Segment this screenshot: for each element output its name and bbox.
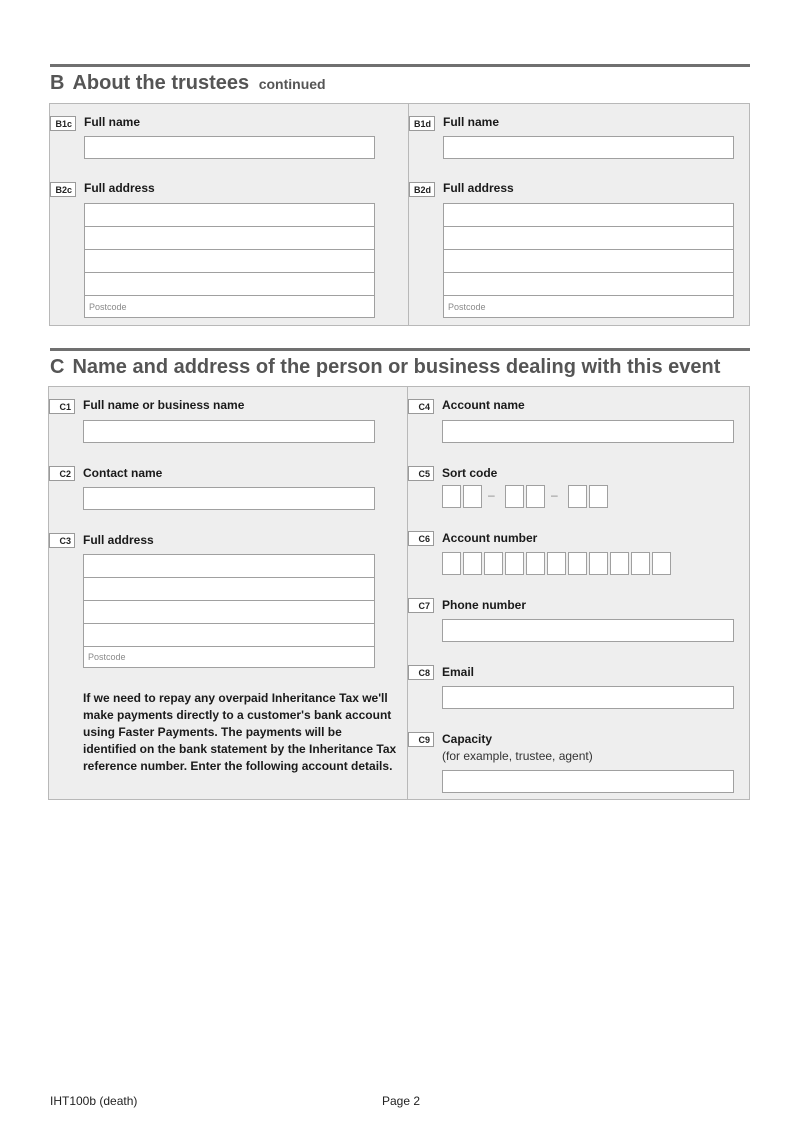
question-code-c1: C1 <box>49 399 75 414</box>
form-id: IHT100b (death) <box>50 1094 138 1108</box>
b2c-label: Full address <box>84 181 155 195</box>
c1-label: Full name or business name <box>83 398 245 412</box>
section-b-heading <box>50 72 326 95</box>
account-number-digit-box[interactable] <box>463 552 482 575</box>
question-code-c8: C8 <box>408 665 434 680</box>
account-number-digit-box[interactable] <box>589 552 608 575</box>
b1c-full-name-input[interactable] <box>84 136 375 159</box>
c5-label: Sort code <box>442 466 498 480</box>
section-c-title: Name and address of the person or business dealing with this event <box>72 356 721 378</box>
section-b-title: About the trustees <box>72 72 250 94</box>
question-code-c7: C7 <box>408 598 434 613</box>
account-number-digit-box[interactable] <box>610 552 629 575</box>
sort-code-digit-box[interactable] <box>505 485 524 508</box>
sort-code-digit-box[interactable] <box>589 485 608 508</box>
c4-account-name-input[interactable] <box>442 420 734 443</box>
b1d-full-name-input[interactable] <box>443 136 734 159</box>
b1c-label: Full name <box>84 115 141 129</box>
sort-code-separator: – <box>551 488 558 502</box>
section-c-letter: C <box>50 356 65 378</box>
section-c-rule <box>50 348 750 351</box>
c2-label: Contact name <box>83 466 163 480</box>
c4-label: Account name <box>442 398 525 412</box>
c7-label: Phone number <box>442 598 527 612</box>
page-number: Page 2 <box>382 1094 421 1108</box>
b2d-label: Full address <box>443 181 514 195</box>
account-number-digit-box[interactable] <box>505 552 524 575</box>
c7-phone-number-input[interactable] <box>442 619 734 642</box>
account-number-digit-box[interactable] <box>652 552 671 575</box>
c9-hint: (for example, trustee, agent) <box>442 749 593 763</box>
section-b-subtitle: continued <box>258 76 326 92</box>
sort-code-digit-box[interactable] <box>568 485 587 508</box>
c1-full-name-input[interactable] <box>83 420 375 443</box>
account-number-digit-box[interactable] <box>484 552 503 575</box>
c8-label: Email <box>442 665 475 679</box>
question-code-b1d: B1d <box>409 116 435 131</box>
account-number-digit-box[interactable] <box>547 552 566 575</box>
b2d-postcode-placeholder: Postcode <box>448 302 486 312</box>
c9-label: Capacity <box>442 732 493 746</box>
account-number-digit-box[interactable] <box>631 552 650 575</box>
b2c-full-address-input[interactable] <box>84 203 375 318</box>
repayment-note: If we need to repay any overpaid Inheritance Tax we'll make payments directly to a customer's bank account using Faster Payments. The payments will be identified on the bank statement by the Inheritance Tax reference number. Enter the following account details. <box>83 691 397 773</box>
section-c-heading <box>50 356 720 379</box>
sort-code-digit-box[interactable] <box>442 485 461 508</box>
sort-code-digit-box[interactable] <box>526 485 545 508</box>
account-number-digit-box[interactable] <box>568 552 587 575</box>
question-code-c4: C4 <box>408 399 434 414</box>
question-code-c9: C9 <box>408 732 434 747</box>
c9-capacity-input[interactable] <box>442 770 734 793</box>
question-code-c3: C3 <box>49 533 75 548</box>
c2-contact-name-input[interactable] <box>83 487 375 510</box>
b2d-full-address-input[interactable] <box>443 203 734 318</box>
question-code-b1c: B1c <box>50 116 76 131</box>
c8-email-input[interactable] <box>442 686 734 709</box>
b1d-label: Full name <box>443 115 500 129</box>
question-code-b2c: B2c <box>50 182 76 197</box>
account-number-digit-box[interactable] <box>526 552 545 575</box>
section-b-letter: B <box>50 72 65 94</box>
question-code-c5: C5 <box>408 466 434 481</box>
question-code-c2: C2 <box>49 466 75 481</box>
section-b-divider <box>408 104 409 325</box>
account-number-digit-box[interactable] <box>442 552 461 575</box>
c6-label: Account number <box>442 531 538 545</box>
question-code-c6: C6 <box>408 531 434 546</box>
sort-code-digit-box[interactable] <box>463 485 482 508</box>
c3-full-address-input[interactable] <box>83 554 375 668</box>
c3-label: Full address <box>83 533 154 547</box>
c3-postcode-placeholder: Postcode <box>88 652 126 662</box>
question-code-b2d: B2d <box>409 182 435 197</box>
b2c-postcode-placeholder: Postcode <box>89 302 127 312</box>
sort-code-separator: – <box>488 488 495 502</box>
section-b-rule <box>50 64 750 67</box>
